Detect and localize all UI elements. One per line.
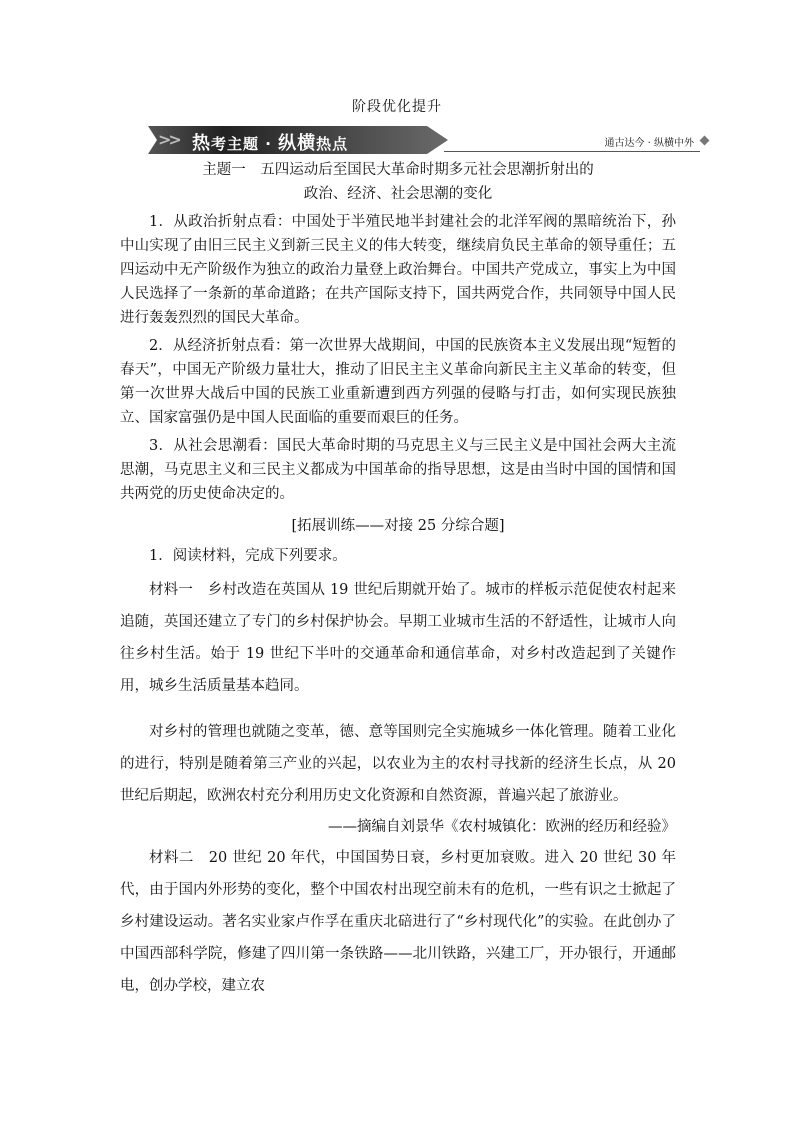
chevron-right-icon: >> [158, 130, 179, 149]
point-social: 3．从社会思潮看：国民大革命时期的马克思主义与三民主义是中国社会两大主流思潮，马克思主义和三民主义都成为中国革命的指导思想，这是由当时中国的国情和国共两党的历史使命决定的。 [120, 438, 676, 502]
banner-char-4: 纵 [278, 133, 298, 154]
banner-label [192, 129, 348, 155]
banner-char-3: 主题 · [227, 135, 279, 153]
material-1-source: ——摘编自刘景华《农村城镇化：欧洲的经历和经验》 [328, 819, 676, 835]
banner-slogan: 通古达今 · 纵横中外 [604, 138, 694, 149]
point-political: 1．从政治折射点看：中国处于半殖民地半封建社会的北洋军阀的黑暗统治下，孙中山实现了由旧三民主义到新三民主义的伟大转变，继续肩负民主革命的领导重任；五四运动中无产阶级作为独立的政治力量登上政治舞台。中国共产党成立，事实上为中国人民选择了一条新的革命道路；在共产国际支持下，国共两党合作，共同领导中国人民进行轰轰烈烈的国民大革命。 [120, 214, 676, 326]
banner-divider [444, 151, 700, 152]
material-2-paragraph-1: 材料二 20 世纪 20 年代，中国国势日衰，乡村更加衰败。进入 20 世纪 30 年代，由于国内外形势的变化，整个中国农村出现空前未有的危机，一些有识之士掀起了乡村建设运动。著名实业家卢作孚在重庆北碚进行了“乡村现代化”的实验。在此创办了中国西部科学院，修建了四川第一条铁路——北川铁路，兴建工厂，开办银行，开通邮电，创办学校，建立农 [120, 850, 676, 994]
point-economic: 2．从经济折射点看：第一次世界大战期间，中国的民族资本主义发展出现“短暂的春天”，中国无产阶级力量壮大，推动了旧民主主义革命向新民主主义革命的转变，但第一次世界大战后中国的民族工业重新遭到西方列强的侵略与打击，如何实现民族独立、国家富强仍是中国人民面临的重要而艰巨的任务。 [120, 338, 676, 426]
banner-char-6: 热点 [316, 135, 349, 153]
topic-heading-line-2: 政治、经济、社会思潮的变化 [303, 186, 493, 202]
banner-char-5: 横 [297, 133, 317, 154]
diamond-icon [700, 136, 710, 146]
section-banner [148, 126, 708, 154]
banner-char-2: 考 [211, 135, 228, 153]
exercise-title: [拓展训练——对接 25 分综合题] [291, 518, 505, 534]
page-title: 阶段优化提升 [352, 99, 442, 115]
topic-heading [120, 158, 676, 206]
document-body [120, 158, 676, 1002]
question-prompt: 1．阅读材料，完成下列要求。 [149, 548, 347, 564]
material-1-paragraph-2: 对乡村的管理也就随之变革，德、意等国则完全实施城乡一体化管理。随着工业化的进行，特别是随着第三产业的兴起，以农业为主的农村寻找新的经济生长点，从 20 世纪后期起，欧洲农村充分利用历史文化资源和自然资源，普遍兴起了旅游业。 [120, 724, 676, 804]
material-1-paragraph-1: 材料一 乡村改造在英国从 19 世纪后期就开始了。城市的样板示范促使农村起来追随，英国还建立了专门的乡村保护协会。早期工业城市生活的不舒适性，让城市人向往乡村生活。始于 19 世纪下半叶的交通革命和通信革命，对乡村改造起到了关键作用，城乡生活质量基本趋同。 [120, 582, 676, 694]
topic-heading-line-1: 主题一 五四运动后至国民大革命时期多元社会思潮折射出的 [202, 162, 594, 178]
banner-char-1: 热 [192, 133, 211, 154]
